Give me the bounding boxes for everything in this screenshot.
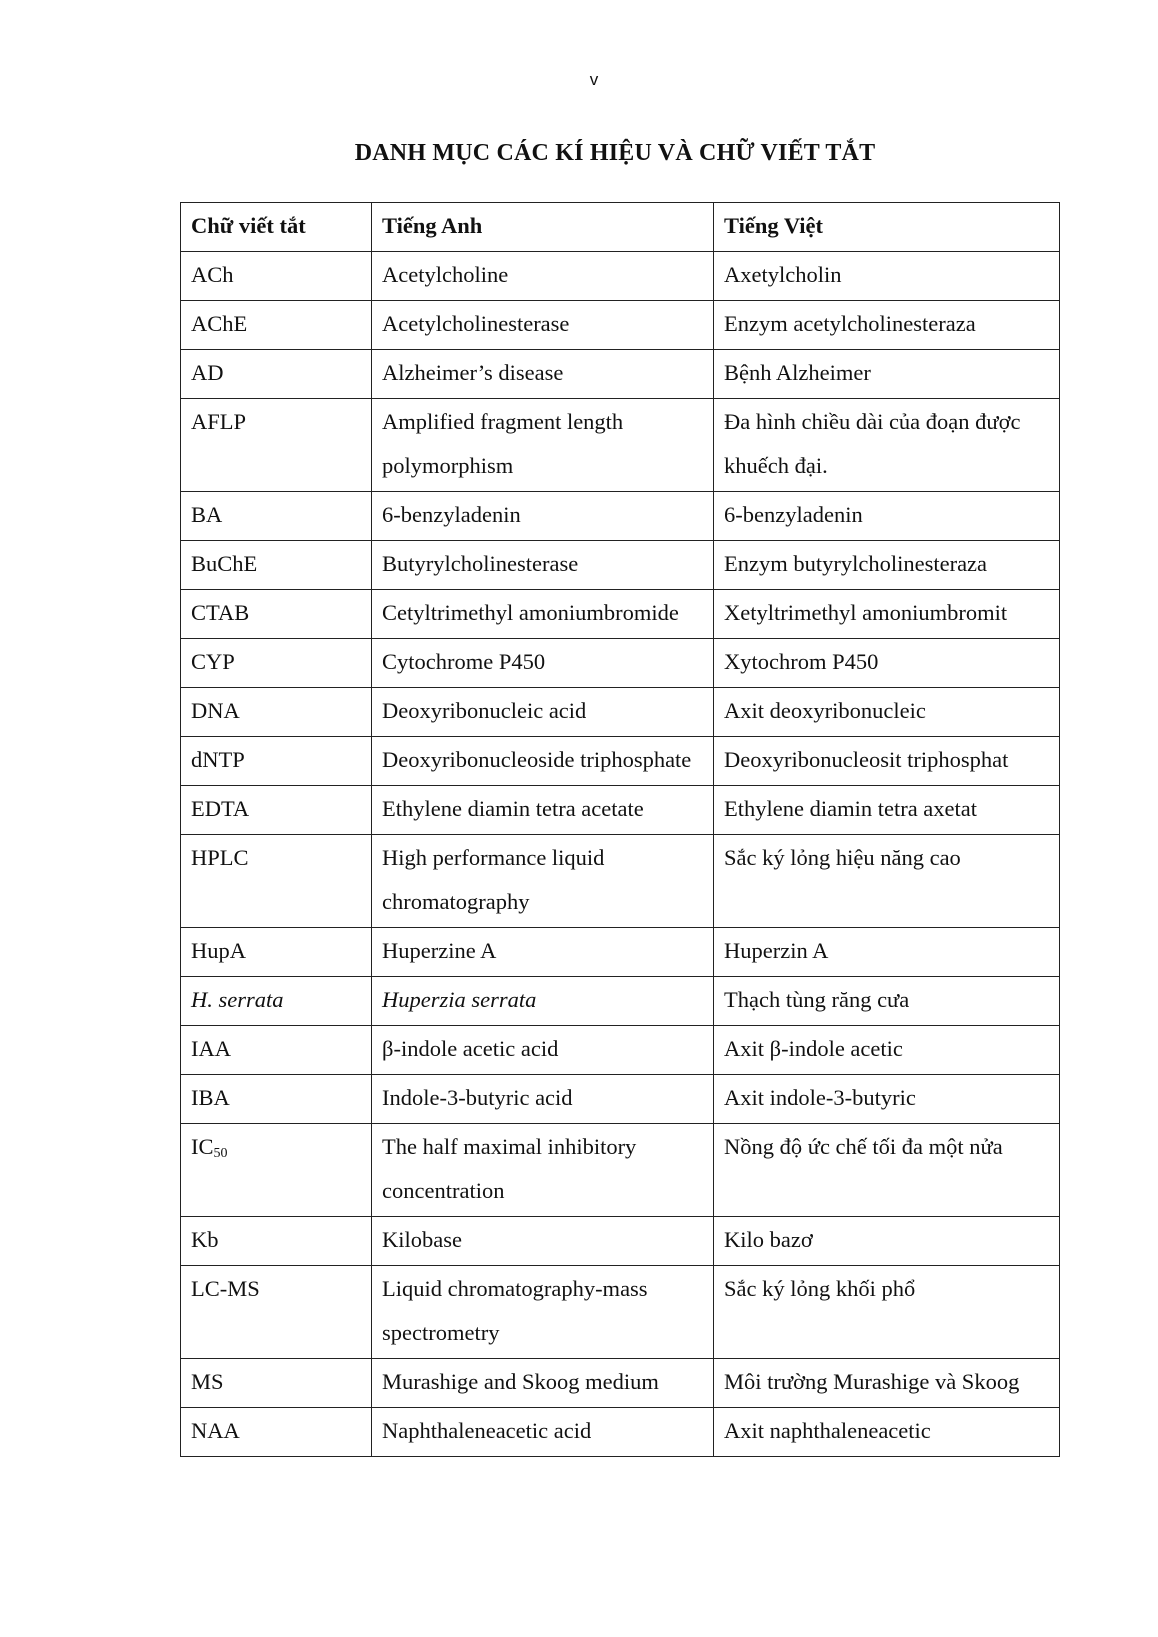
- table-row: [181, 1124, 1060, 1217]
- table-row: [181, 639, 1060, 688]
- abbr-cell: CTAB: [181, 590, 372, 639]
- english-cell: Murashige and Skoog medium: [372, 1359, 714, 1408]
- page-title: DANH MỤC CÁC KÍ HIỆU VÀ CHỮ VIẾT TẮT: [354, 140, 876, 166]
- vietnamese-cell: Xytochrom P450: [714, 639, 1060, 688]
- vietnamese-cell: Axit β-indole acetic: [714, 1026, 1060, 1075]
- page-number: v: [589, 70, 599, 89]
- abbr-cell: MS: [181, 1359, 372, 1408]
- table-row: [181, 786, 1060, 835]
- table-row: [181, 737, 1060, 786]
- vietnamese-cell: Axit deoxyribonucleic: [714, 688, 1060, 737]
- table-row: [181, 350, 1060, 399]
- english-cell: Ethylene diamin tetra acetate: [372, 786, 714, 835]
- abbr-cell: AChE: [181, 301, 372, 350]
- english-cell: Deoxyribonucleoside triphosphate: [372, 737, 714, 786]
- table-row: [181, 928, 1060, 977]
- table-row: [181, 1217, 1060, 1266]
- header-english: Tiếng Anh: [372, 203, 714, 252]
- english-cell: Acetylcholine: [372, 252, 714, 301]
- table-row: [181, 492, 1060, 541]
- vietnamese-cell: Thạch tùng răng cưa: [714, 977, 1060, 1026]
- english-cell: High performance liquid chromatography: [372, 835, 714, 928]
- english-cell: Huperzine A: [372, 928, 714, 977]
- vietnamese-cell: Ethylene diamin tetra axetat: [714, 786, 1060, 835]
- english-cell: Kilobase: [372, 1217, 714, 1266]
- abbr-cell: CYP: [181, 639, 372, 688]
- table-row: [181, 835, 1060, 928]
- vietnamese-cell: Bệnh Alzheimer: [714, 350, 1060, 399]
- english-cell: Cetyltrimethyl amoniumbromide: [372, 590, 714, 639]
- table-row: [181, 590, 1060, 639]
- english-cell: Liquid chromatography-mass spectrometry: [372, 1266, 714, 1359]
- abbr-cell: HPLC: [181, 835, 372, 928]
- english-cell: Butyrylcholinesterase: [372, 541, 714, 590]
- abbr-cell: Kb: [181, 1217, 372, 1266]
- abbr-subscript: 50: [213, 1146, 228, 1161]
- table-row: [181, 1075, 1060, 1124]
- abbr-cell: DNA: [181, 688, 372, 737]
- english-cell: The half maximal inhibitory concentration: [372, 1124, 714, 1217]
- english-cell: Indole-3-butyric acid: [372, 1075, 714, 1124]
- english-cell: Acetylcholinesterase: [372, 301, 714, 350]
- table-row: [181, 977, 1060, 1026]
- abbr-cell: HupA: [181, 928, 372, 977]
- english-cell: Huperzia serrata: [372, 977, 714, 1026]
- english-cell: Amplified fragment length polymorphism: [372, 399, 714, 492]
- abbr-cell: IAA: [181, 1026, 372, 1075]
- vietnamese-cell: Sắc ký lỏng hiệu năng cao: [714, 835, 1060, 928]
- table-row: [181, 1026, 1060, 1075]
- table-row: [181, 541, 1060, 590]
- table-row: [181, 301, 1060, 350]
- abbr-cell: BA: [181, 492, 372, 541]
- vietnamese-cell: Môi trường Murashige và Skoog: [714, 1359, 1060, 1408]
- vietnamese-cell: Kilo bazơ: [714, 1217, 1060, 1266]
- table-row: [181, 252, 1060, 301]
- table-row: [181, 399, 1060, 492]
- abbr-cell: BuChE: [181, 541, 372, 590]
- english-cell: Naphthaleneacetic acid: [372, 1408, 714, 1457]
- table-row: [181, 688, 1060, 737]
- header-vietnamese: Tiếng Việt: [714, 203, 1060, 252]
- english-cell: 6-benzyladenin: [372, 492, 714, 541]
- vietnamese-cell: Nồng độ ức chế tối đa một nửa: [714, 1124, 1060, 1217]
- header-abbreviation: Chữ viết tắt: [181, 203, 372, 252]
- abbr-cell: IBA: [181, 1075, 372, 1124]
- english-cell: Cytochrome P450: [372, 639, 714, 688]
- english-cell: β-indole acetic acid: [372, 1026, 714, 1075]
- abbr-cell: AD: [181, 350, 372, 399]
- vietnamese-cell: Axetylcholin: [714, 252, 1060, 301]
- abbreviation-table: [180, 202, 1060, 1457]
- table-header-row: [181, 203, 1060, 252]
- vietnamese-cell: Sắc ký lỏng khối phổ: [714, 1266, 1060, 1359]
- abbr-cell: NAA: [181, 1408, 372, 1457]
- table-row: [181, 1359, 1060, 1408]
- abbr-cell: ACh: [181, 252, 372, 301]
- vietnamese-cell: Xetyltrimethyl amoniumbromit: [714, 590, 1060, 639]
- vietnamese-cell: 6-benzyladenin: [714, 492, 1060, 541]
- table-row: [181, 1408, 1060, 1457]
- vietnamese-cell: Axit indole-3-butyric: [714, 1075, 1060, 1124]
- abbr-cell: [181, 1124, 372, 1217]
- abbr-cell: H. serrata: [181, 977, 372, 1026]
- abbr-text: IC: [191, 1134, 214, 1159]
- abbr-cell: AFLP: [181, 399, 372, 492]
- abbr-cell: EDTA: [181, 786, 372, 835]
- abbr-cell: LC-MS: [181, 1266, 372, 1359]
- vietnamese-cell: Axit naphthaleneacetic: [714, 1408, 1060, 1457]
- vietnamese-cell: Deoxyribonucleosit triphosphat: [714, 737, 1060, 786]
- abbr-cell: dNTP: [181, 737, 372, 786]
- vietnamese-cell: Enzym butyrylcholinesteraza: [714, 541, 1060, 590]
- vietnamese-cell: Enzym acetylcholinesteraza: [714, 301, 1060, 350]
- english-cell: Deoxyribonucleic acid: [372, 688, 714, 737]
- vietnamese-cell: Huperzin A: [714, 928, 1060, 977]
- english-cell: Alzheimer’s disease: [372, 350, 714, 399]
- vietnamese-cell: Đa hình chiều dài của đoạn được khuếch đại.: [714, 399, 1060, 492]
- table-row: [181, 1266, 1060, 1359]
